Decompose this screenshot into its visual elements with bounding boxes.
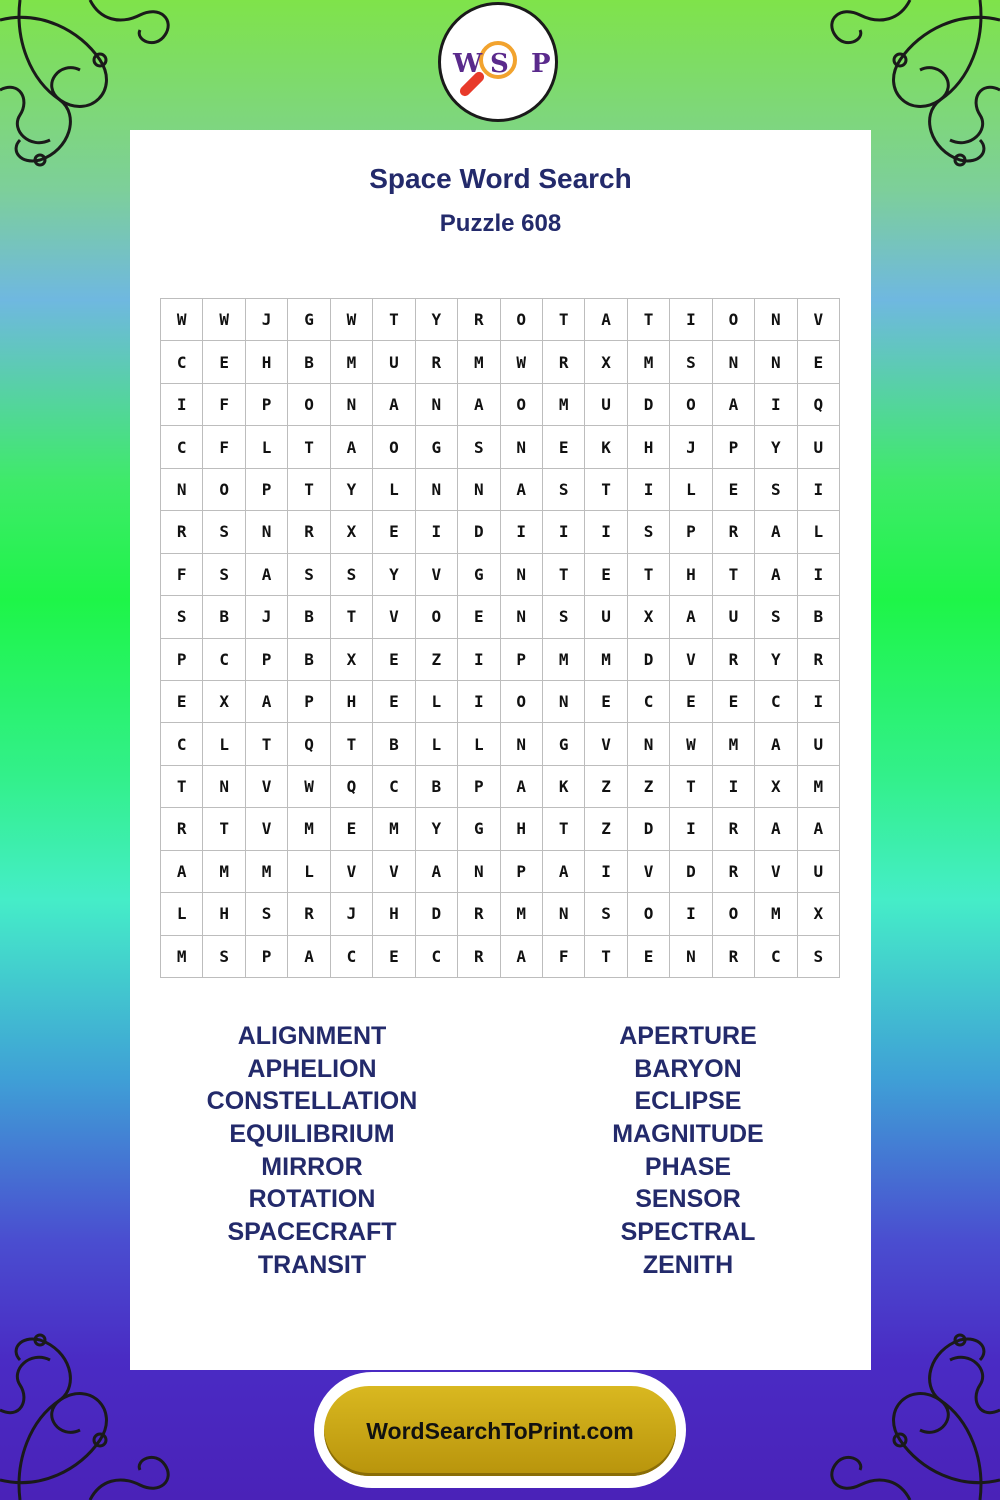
grid-cell[interactable]: I: [543, 511, 585, 553]
grid-cell[interactable]: P: [246, 469, 288, 511]
grid-cell[interactable]: O: [373, 426, 415, 468]
grid-cell[interactable]: D: [416, 893, 458, 935]
grid-cell[interactable]: J: [670, 426, 712, 468]
grid-cell[interactable]: I: [501, 511, 543, 553]
grid-cell[interactable]: T: [246, 723, 288, 765]
grid-cell[interactable]: R: [458, 936, 500, 978]
grid-cell[interactable]: P: [670, 511, 712, 553]
grid-cell[interactable]: M: [713, 723, 755, 765]
grid-cell[interactable]: S: [755, 469, 797, 511]
grid-cell[interactable]: T: [543, 299, 585, 341]
grid-cell[interactable]: R: [288, 893, 330, 935]
grid-cell[interactable]: V: [373, 596, 415, 638]
grid-cell[interactable]: S: [628, 511, 670, 553]
grid-cell[interactable]: A: [755, 808, 797, 850]
grid-cell[interactable]: E: [203, 341, 245, 383]
grid-cell[interactable]: A: [161, 851, 203, 893]
grid-cell[interactable]: P: [501, 639, 543, 681]
grid-cell[interactable]: M: [458, 341, 500, 383]
grid-cell[interactable]: Z: [585, 766, 627, 808]
grid-cell[interactable]: H: [331, 681, 373, 723]
grid-cell[interactable]: N: [501, 596, 543, 638]
grid-cell[interactable]: P: [246, 639, 288, 681]
grid-cell[interactable]: P: [246, 936, 288, 978]
grid-cell[interactable]: M: [585, 639, 627, 681]
grid-cell[interactable]: C: [161, 341, 203, 383]
grid-cell[interactable]: I: [755, 384, 797, 426]
grid-cell[interactable]: W: [501, 341, 543, 383]
site-link-button[interactable]: [324, 1386, 676, 1476]
grid-cell[interactable]: N: [416, 469, 458, 511]
grid-cell[interactable]: D: [628, 808, 670, 850]
grid-cell[interactable]: O: [628, 893, 670, 935]
grid-cell[interactable]: G: [458, 554, 500, 596]
grid-cell[interactable]: I: [798, 469, 840, 511]
grid-cell[interactable]: A: [331, 426, 373, 468]
grid-cell[interactable]: Q: [331, 766, 373, 808]
word-list-item: MIRROR: [261, 1152, 363, 1181]
word-list-item: ALIGNMENT: [237, 1022, 387, 1050]
site-link-text: WordSearchToPrint.com: [366, 1417, 634, 1444]
grid-cell[interactable]: I: [416, 511, 458, 553]
grid-cell[interactable]: Z: [416, 639, 458, 681]
grid-cell[interactable]: T: [713, 554, 755, 596]
grid-cell[interactable]: T: [628, 299, 670, 341]
grid-cell[interactable]: A: [670, 596, 712, 638]
grid-cell[interactable]: N: [628, 723, 670, 765]
grid-cell[interactable]: N: [203, 766, 245, 808]
grid-cell[interactable]: C: [161, 723, 203, 765]
grid-cell[interactable]: M: [755, 893, 797, 935]
grid-cell[interactable]: H: [501, 808, 543, 850]
grid-cell[interactable]: U: [798, 426, 840, 468]
grid-cell[interactable]: L: [458, 723, 500, 765]
letter-grid[interactable]: [160, 298, 840, 978]
grid-cell[interactable]: R: [458, 299, 500, 341]
grid-cell[interactable]: S: [203, 511, 245, 553]
grid-cell[interactable]: Y: [755, 639, 797, 681]
grid-cell[interactable]: N: [501, 426, 543, 468]
grid-cell[interactable]: A: [713, 384, 755, 426]
grid-cell[interactable]: U: [585, 596, 627, 638]
word-list-item: MAGNITUDE: [612, 1120, 764, 1149]
grid-cell[interactable]: F: [203, 384, 245, 426]
grid-cell[interactable]: I: [670, 808, 712, 850]
grid-cell[interactable]: P: [458, 766, 500, 808]
grid-cell[interactable]: I: [458, 681, 500, 723]
grid-cell[interactable]: R: [543, 341, 585, 383]
grid-cell[interactable]: M: [331, 341, 373, 383]
grid-cell[interactable]: V: [246, 766, 288, 808]
grid-cell[interactable]: L: [161, 893, 203, 935]
grid-cell[interactable]: V: [373, 851, 415, 893]
grid-cell[interactable]: E: [585, 554, 627, 596]
grid-cell[interactable]: M: [628, 341, 670, 383]
grid-cell[interactable]: D: [670, 851, 712, 893]
grid-cell[interactable]: L: [203, 723, 245, 765]
grid-cell[interactable]: F: [543, 936, 585, 978]
logo-letter-s: S: [490, 49, 509, 79]
word-list-item: EQUILIBRIUM: [229, 1120, 395, 1149]
grid-cell[interactable]: X: [585, 341, 627, 383]
word-list-right: [538, 1020, 838, 1282]
grid-cell[interactable]: M: [543, 384, 585, 426]
page-title: Space Word Search: [369, 163, 632, 194]
grid-cell[interactable]: S: [585, 893, 627, 935]
grid-cell[interactable]: S: [203, 554, 245, 596]
grid-cell[interactable]: S: [670, 341, 712, 383]
grid-cell[interactable]: E: [161, 681, 203, 723]
grid-cell[interactable]: L: [246, 426, 288, 468]
grid-cell[interactable]: L: [416, 681, 458, 723]
grid-cell[interactable]: V: [416, 554, 458, 596]
grid-cell[interactable]: W: [331, 299, 373, 341]
grid-cell[interactable]: W: [288, 766, 330, 808]
grid-cell[interactable]: Z: [628, 766, 670, 808]
grid-cell[interactable]: I: [585, 511, 627, 553]
grid-cell[interactable]: T: [628, 554, 670, 596]
grid-cell[interactable]: O: [416, 596, 458, 638]
grid-cell[interactable]: V: [670, 639, 712, 681]
grid-cell[interactable]: N: [501, 554, 543, 596]
grid-cell[interactable]: E: [798, 341, 840, 383]
grid-cell[interactable]: R: [161, 511, 203, 553]
grid-cell[interactable]: P: [713, 426, 755, 468]
grid-cell[interactable]: L: [798, 511, 840, 553]
grid-cell[interactable]: X: [203, 681, 245, 723]
grid-cell[interactable]: J: [246, 596, 288, 638]
grid-cell[interactable]: N: [755, 341, 797, 383]
grid-cell[interactable]: J: [331, 893, 373, 935]
word-list-item: SPECTRAL: [620, 1218, 756, 1247]
grid-cell[interactable]: N: [713, 341, 755, 383]
grid-cell[interactable]: R: [458, 893, 500, 935]
grid-cell[interactable]: E: [585, 681, 627, 723]
grid-cell[interactable]: Z: [585, 808, 627, 850]
grid-cell[interactable]: R: [713, 808, 755, 850]
grid-cell[interactable]: C: [755, 681, 797, 723]
grid-cell[interactable]: A: [373, 384, 415, 426]
grid-cell[interactable]: M: [161, 936, 203, 978]
grid-cell[interactable]: W: [203, 299, 245, 341]
grid-cell[interactable]: A: [458, 384, 500, 426]
grid-cell[interactable]: L: [670, 469, 712, 511]
grid-cell[interactable]: V: [331, 851, 373, 893]
grid-cell[interactable]: V: [628, 851, 670, 893]
grid-cell[interactable]: E: [543, 426, 585, 468]
grid-cell[interactable]: I: [458, 639, 500, 681]
grid-cell[interactable]: T: [543, 808, 585, 850]
grid-cell[interactable]: A: [755, 554, 797, 596]
puzzle-number: Puzzle 608: [439, 210, 562, 237]
grid-cell[interactable]: U: [585, 384, 627, 426]
grid-cell[interactable]: I: [585, 851, 627, 893]
grid-cell[interactable]: C: [628, 681, 670, 723]
grid-cell[interactable]: S: [458, 426, 500, 468]
grid-cell[interactable]: Y: [416, 299, 458, 341]
grid-cell[interactable]: A: [416, 851, 458, 893]
grid-cell[interactable]: G: [416, 426, 458, 468]
grid-cell[interactable]: E: [713, 681, 755, 723]
grid-cell[interactable]: K: [585, 426, 627, 468]
grid-cell[interactable]: O: [501, 384, 543, 426]
grid-cell[interactable]: M: [373, 808, 415, 850]
grid-cell[interactable]: R: [713, 511, 755, 553]
logo-letter-w: W: [453, 49, 483, 79]
grid-cell[interactable]: O: [501, 681, 543, 723]
grid-cell[interactable]: M: [203, 851, 245, 893]
wsp-logo[interactable]: [438, 2, 558, 122]
grid-cell[interactable]: G: [543, 723, 585, 765]
word-list-item: TRANSIT: [257, 1250, 367, 1279]
grid-cell[interactable]: N: [670, 936, 712, 978]
grid-cell[interactable]: C: [373, 766, 415, 808]
grid-cell[interactable]: M: [798, 766, 840, 808]
word-list-item: PHASE: [644, 1152, 732, 1181]
grid-cell[interactable]: N: [161, 469, 203, 511]
word-list-item: ROTATION: [248, 1185, 376, 1214]
grid-cell[interactable]: E: [373, 511, 415, 553]
grid-cell[interactable]: Q: [288, 723, 330, 765]
grid-cell[interactable]: A: [246, 681, 288, 723]
grid-cell[interactable]: B: [288, 596, 330, 638]
grid-cell[interactable]: W: [161, 299, 203, 341]
grid-cell[interactable]: W: [670, 723, 712, 765]
grid-cell[interactable]: C: [755, 936, 797, 978]
grid-cell[interactable]: S: [543, 469, 585, 511]
grid-cell[interactable]: I: [670, 299, 712, 341]
grid-cell[interactable]: B: [416, 766, 458, 808]
grid-cell[interactable]: Y: [331, 469, 373, 511]
grid-cell[interactable]: N: [331, 384, 373, 426]
grid-cell[interactable]: E: [373, 639, 415, 681]
word-list-item: SENSOR: [635, 1185, 741, 1214]
grid-cell[interactable]: I: [670, 893, 712, 935]
grid-cell[interactable]: O: [203, 469, 245, 511]
grid-cell[interactable]: D: [458, 511, 500, 553]
word-list-item: ECLIPSE: [634, 1087, 742, 1116]
grid-cell[interactable]: B: [288, 639, 330, 681]
grid-cell[interactable]: R: [416, 341, 458, 383]
grid-cell[interactable]: S: [246, 893, 288, 935]
word-list-left: [162, 1020, 462, 1282]
grid-cell[interactable]: P: [246, 384, 288, 426]
grid-cell[interactable]: T: [288, 469, 330, 511]
grid-cell[interactable]: N: [458, 469, 500, 511]
grid-cell[interactable]: H: [670, 554, 712, 596]
grid-cell[interactable]: U: [798, 851, 840, 893]
grid-cell[interactable]: P: [161, 639, 203, 681]
grid-cell[interactable]: O: [670, 384, 712, 426]
word-list-item: CONSTELLATION: [206, 1087, 418, 1116]
grid-cell[interactable]: C: [203, 639, 245, 681]
grid-cell[interactable]: T: [161, 766, 203, 808]
grid-cell[interactable]: O: [288, 384, 330, 426]
grid-cell[interactable]: V: [798, 299, 840, 341]
grid-cell[interactable]: S: [203, 936, 245, 978]
grid-cell[interactable]: H: [373, 893, 415, 935]
grid-cell[interactable]: T: [373, 299, 415, 341]
grid-cell[interactable]: N: [755, 299, 797, 341]
grid-cell[interactable]: A: [501, 469, 543, 511]
grid-cell[interactable]: S: [798, 936, 840, 978]
grid-cell[interactable]: L: [416, 723, 458, 765]
grid-cell[interactable]: Y: [416, 808, 458, 850]
grid-cell[interactable]: A: [501, 936, 543, 978]
grid-cell[interactable]: B: [798, 596, 840, 638]
grid-cell[interactable]: O: [713, 893, 755, 935]
word-list-item: ZENITH: [642, 1250, 734, 1279]
grid-cell[interactable]: O: [501, 299, 543, 341]
grid-cell[interactable]: B: [288, 341, 330, 383]
grid-cell[interactable]: S: [543, 596, 585, 638]
grid-cell[interactable]: E: [331, 808, 373, 850]
grid-cell[interactable]: C: [331, 936, 373, 978]
grid-cell[interactable]: J: [246, 299, 288, 341]
grid-cell[interactable]: A: [755, 723, 797, 765]
grid-cell[interactable]: Y: [373, 554, 415, 596]
grid-cell[interactable]: K: [543, 766, 585, 808]
word-list-item: SPACECRAFT: [227, 1218, 397, 1247]
grid-cell[interactable]: L: [373, 469, 415, 511]
grid-cell[interactable]: I: [161, 384, 203, 426]
grid-cell[interactable]: T: [585, 936, 627, 978]
grid-cell[interactable]: X: [331, 639, 373, 681]
grid-cell[interactable]: S: [755, 596, 797, 638]
grid-cell[interactable]: D: [628, 639, 670, 681]
grid-cell[interactable]: Q: [798, 384, 840, 426]
grid-cell[interactable]: C: [416, 936, 458, 978]
grid-cell[interactable]: R: [713, 851, 755, 893]
grid-cell[interactable]: T: [585, 469, 627, 511]
grid-cell[interactable]: B: [373, 723, 415, 765]
grid-cell[interactable]: E: [670, 681, 712, 723]
grid-cell[interactable]: T: [331, 596, 373, 638]
grid-cell[interactable]: X: [798, 893, 840, 935]
grid-cell[interactable]: T: [203, 808, 245, 850]
grid-cell[interactable]: D: [628, 384, 670, 426]
grid-cell[interactable]: I: [798, 681, 840, 723]
grid-cell[interactable]: N: [501, 723, 543, 765]
grid-cell[interactable]: T: [288, 426, 330, 468]
grid-cell[interactable]: P: [288, 681, 330, 723]
grid-cell[interactable]: V: [755, 851, 797, 893]
grid-cell[interactable]: S: [161, 596, 203, 638]
grid-cell[interactable]: A: [543, 851, 585, 893]
grid-cell[interactable]: B: [203, 596, 245, 638]
grid-cell[interactable]: N: [246, 511, 288, 553]
grid-cell[interactable]: F: [161, 554, 203, 596]
grid-cell[interactable]: A: [585, 299, 627, 341]
grid-cell[interactable]: X: [331, 511, 373, 553]
grid-cell[interactable]: A: [246, 554, 288, 596]
grid-cell[interactable]: M: [501, 893, 543, 935]
grid-cell[interactable]: V: [246, 808, 288, 850]
grid-cell[interactable]: U: [373, 341, 415, 383]
grid-cell[interactable]: R: [798, 639, 840, 681]
grid-cell[interactable]: T: [331, 723, 373, 765]
grid-cell[interactable]: A: [755, 511, 797, 553]
grid-cell[interactable]: Y: [755, 426, 797, 468]
grid-cell[interactable]: U: [798, 723, 840, 765]
grid-cell[interactable]: X: [755, 766, 797, 808]
grid-cell[interactable]: A: [501, 766, 543, 808]
grid-cell[interactable]: N: [543, 681, 585, 723]
grid-cell[interactable]: N: [543, 893, 585, 935]
word-list-item: BARYON: [634, 1054, 742, 1083]
grid-cell[interactable]: E: [458, 596, 500, 638]
grid-cell[interactable]: E: [373, 936, 415, 978]
grid-cell[interactable]: H: [246, 341, 288, 383]
grid-cell[interactable]: C: [161, 426, 203, 468]
grid-cell[interactable]: O: [713, 299, 755, 341]
grid-cell[interactable]: E: [373, 681, 415, 723]
grid-cell[interactable]: N: [416, 384, 458, 426]
grid-cell[interactable]: I: [798, 554, 840, 596]
grid-cell[interactable]: L: [288, 851, 330, 893]
grid-cell[interactable]: G: [288, 299, 330, 341]
grid-cell[interactable]: A: [288, 936, 330, 978]
grid-cell[interactable]: M: [246, 851, 288, 893]
grid-cell[interactable]: T: [543, 554, 585, 596]
grid-cell[interactable]: R: [713, 936, 755, 978]
word-list-item: APERTURE: [619, 1022, 757, 1050]
word-list-item: APHELION: [247, 1054, 377, 1083]
grid-cell[interactable]: U: [713, 596, 755, 638]
grid-cell[interactable]: N: [458, 851, 500, 893]
grid-cell[interactable]: E: [628, 936, 670, 978]
grid-cell[interactable]: P: [501, 851, 543, 893]
grid-cell[interactable]: M: [288, 808, 330, 850]
grid-cell[interactable]: M: [543, 639, 585, 681]
grid-cell[interactable]: X: [628, 596, 670, 638]
grid-cell[interactable]: I: [628, 469, 670, 511]
grid-cell[interactable]: A: [798, 808, 840, 850]
grid-cell[interactable]: E: [713, 469, 755, 511]
grid-cell[interactable]: S: [331, 554, 373, 596]
logo-letter-p: P: [531, 49, 551, 79]
grid-cell[interactable]: V: [585, 723, 627, 765]
grid-cell[interactable]: R: [288, 511, 330, 553]
grid-cell[interactable]: H: [203, 893, 245, 935]
grid-cell[interactable]: T: [670, 766, 712, 808]
grid-cell[interactable]: H: [628, 426, 670, 468]
grid-cell[interactable]: G: [458, 808, 500, 850]
grid-cell[interactable]: F: [203, 426, 245, 468]
grid-cell[interactable]: R: [713, 639, 755, 681]
grid-cell[interactable]: I: [713, 766, 755, 808]
grid-cell[interactable]: S: [288, 554, 330, 596]
grid-cell[interactable]: R: [161, 808, 203, 850]
